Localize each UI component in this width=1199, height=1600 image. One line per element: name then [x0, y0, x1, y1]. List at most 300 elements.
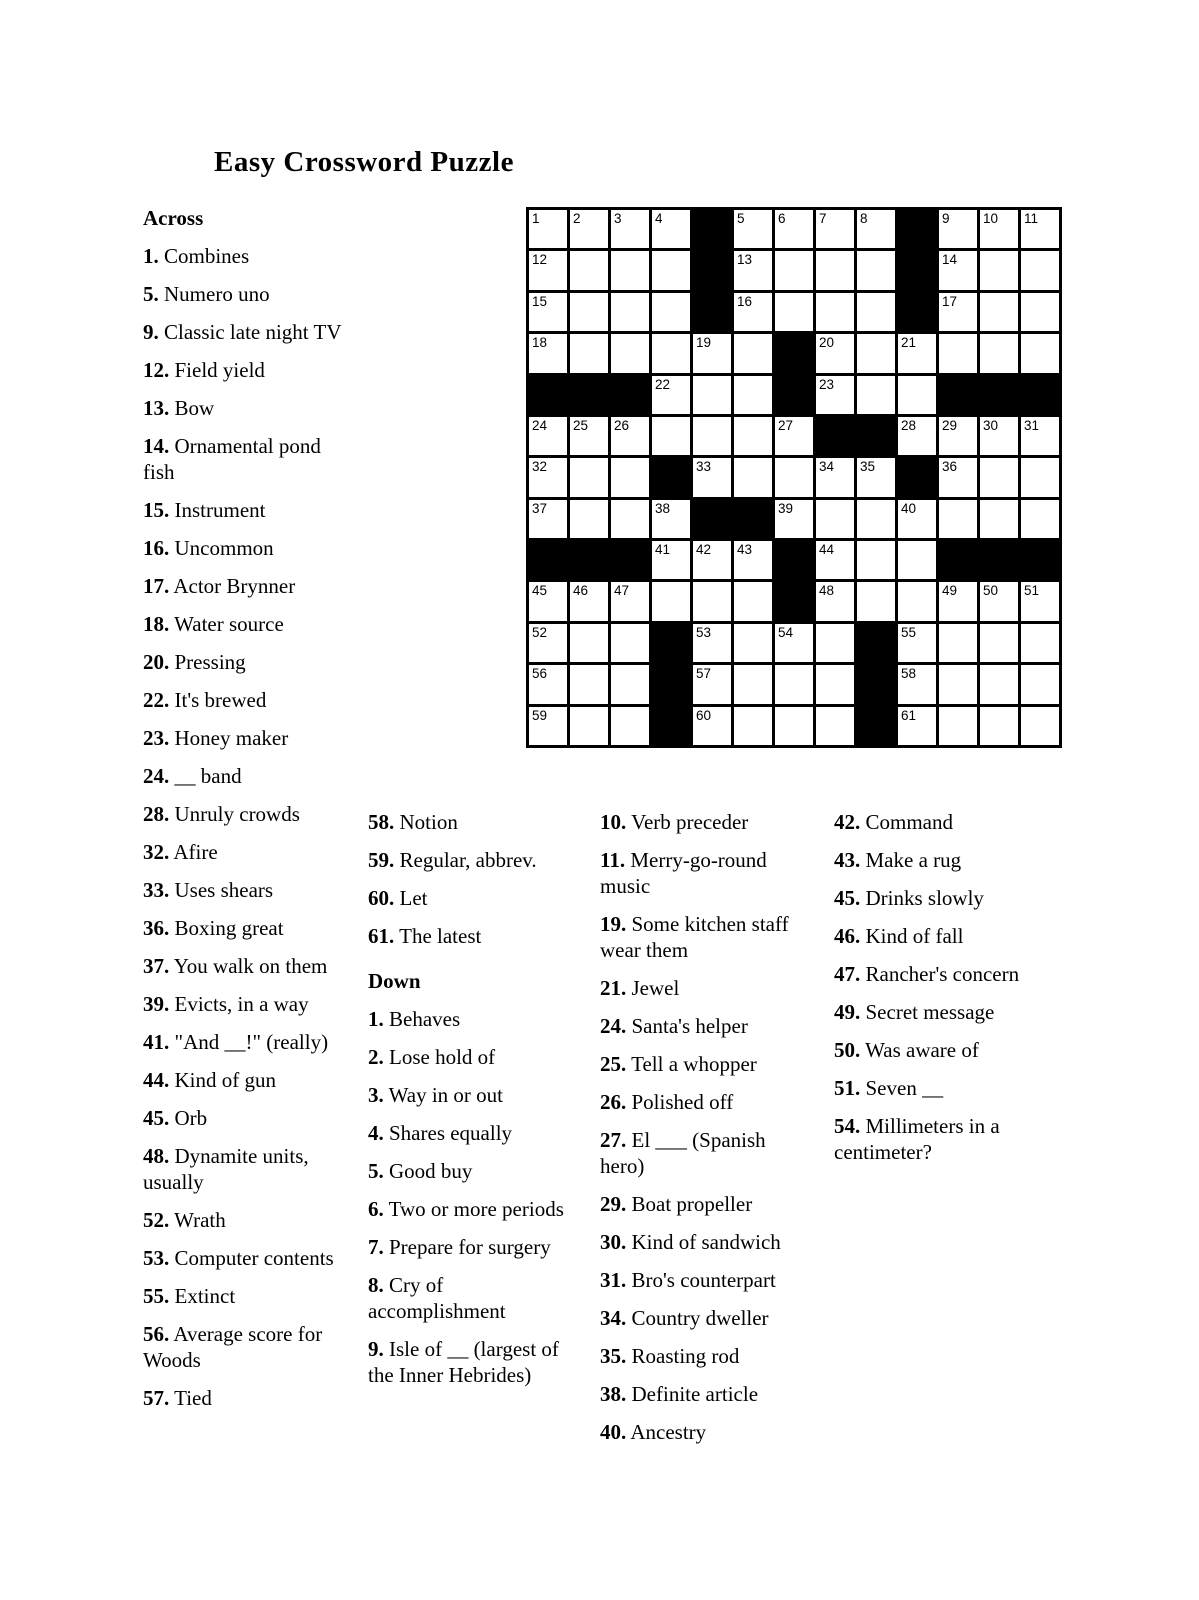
grid-cell[interactable]: [1021, 665, 1059, 703]
cell-number: 51: [1024, 583, 1040, 599]
grid-cell-black: [898, 251, 936, 289]
grid-cell[interactable]: [816, 334, 854, 372]
clue-text: Uncommon: [169, 536, 274, 560]
grid-cell[interactable]: [775, 293, 813, 331]
cell-number: 42: [696, 542, 712, 558]
clue-number: 43.: [834, 848, 861, 872]
grid-cell[interactable]: [816, 210, 854, 248]
clue-number: 1.: [143, 244, 159, 268]
clue-item: [143, 953, 349, 979]
clue-item: [143, 1207, 349, 1233]
cell-number: 28: [901, 417, 917, 433]
clue-item: [834, 885, 1044, 911]
grid-cell[interactable]: [693, 665, 731, 703]
clue-number: 47.: [834, 962, 861, 986]
grid-cell[interactable]: [816, 707, 854, 745]
grid-cell[interactable]: [775, 707, 813, 745]
grid-cell[interactable]: [529, 624, 567, 662]
clue-number: 57.: [143, 1386, 170, 1410]
clue-item: [834, 1113, 1044, 1165]
clue-item: [600, 1051, 812, 1077]
grid-cell-black: [939, 376, 977, 414]
grid-cell[interactable]: [652, 251, 690, 289]
grid-cell[interactable]: [611, 500, 649, 538]
clue-number: 22.: [143, 688, 170, 712]
down-clues-continued-list-2: [834, 809, 1044, 1165]
grid-cell[interactable]: [898, 376, 936, 414]
cell-number: 13: [737, 252, 753, 268]
clue-number: 39.: [143, 992, 170, 1016]
clue-number: 26.: [600, 1090, 627, 1114]
grid-cell[interactable]: [898, 582, 936, 620]
cell-number: 59: [532, 707, 548, 723]
cell-number: 31: [1024, 417, 1040, 433]
grid-cell[interactable]: [652, 582, 690, 620]
grid-cell[interactable]: [570, 251, 608, 289]
grid-cell[interactable]: [611, 251, 649, 289]
clue-number: 17.: [143, 574, 170, 598]
cell-number: 54: [778, 624, 794, 640]
grid-cell[interactable]: [529, 582, 567, 620]
cell-number: 55: [901, 624, 917, 640]
grid-cell[interactable]: [1021, 334, 1059, 372]
clue-number: 60.: [368, 886, 395, 910]
clue-text: Extinct: [169, 1284, 236, 1308]
clue-text: Country dweller: [626, 1306, 769, 1330]
cell-number: 9: [942, 211, 950, 226]
clue-number: 55.: [143, 1284, 170, 1308]
cell-number: 53: [696, 624, 712, 640]
grid-cell-black: [1021, 376, 1059, 414]
grid-cell[interactable]: [980, 417, 1018, 455]
cell-number: 21: [901, 335, 917, 351]
grid-cell[interactable]: [1021, 417, 1059, 455]
cell-number: 50: [983, 583, 999, 599]
clue-item: [600, 1013, 812, 1039]
grid-cell[interactable]: [734, 624, 772, 662]
grid-cell[interactable]: [939, 251, 977, 289]
cell-number: 12: [532, 252, 548, 268]
clue-item: [368, 809, 574, 835]
grid-cell[interactable]: [611, 293, 649, 331]
grid-cell[interactable]: [570, 500, 608, 538]
grid-cell[interactable]: [693, 458, 731, 496]
grid-cell[interactable]: [775, 665, 813, 703]
grid-cell[interactable]: [775, 417, 813, 455]
grid-cell[interactable]: [775, 251, 813, 289]
across-clues-list: [143, 243, 349, 1411]
clue-item: [143, 1385, 349, 1411]
grid-cell[interactable]: [857, 251, 895, 289]
cell-number: 33: [696, 459, 712, 475]
cell-number: 14: [942, 252, 958, 268]
grid-cell[interactable]: [857, 500, 895, 538]
grid-cell[interactable]: [1021, 500, 1059, 538]
grid-cell-black: [693, 293, 731, 331]
clue-text: You walk on them: [169, 954, 328, 978]
clue-text: Regular, abbrev.: [394, 848, 537, 872]
grid-cell[interactable]: [529, 251, 567, 289]
grid-cell[interactable]: [611, 624, 649, 662]
grid-cell[interactable]: [734, 582, 772, 620]
clue-text: __ band: [169, 764, 242, 788]
grid-cell[interactable]: [939, 210, 977, 248]
grid-cell[interactable]: [734, 707, 772, 745]
clue-text: Combines: [158, 244, 250, 268]
grid-cell-black: [857, 665, 895, 703]
grid-cell[interactable]: [529, 458, 567, 496]
grid-cell[interactable]: [611, 665, 649, 703]
clue-text: Two or more periods: [383, 1197, 564, 1221]
clue-number: 44.: [143, 1068, 170, 1092]
cell-number: 49: [942, 583, 958, 599]
cell-number: 26: [614, 417, 630, 433]
grid-cell[interactable]: [775, 624, 813, 662]
clue-text: Tell a whopper: [626, 1052, 757, 1076]
grid-cell[interactable]: [980, 458, 1018, 496]
grid-cell[interactable]: [652, 334, 690, 372]
grid-cell[interactable]: [734, 210, 772, 248]
grid-cell[interactable]: [898, 500, 936, 538]
cell-number: 20: [819, 335, 835, 351]
grid-cell[interactable]: [816, 624, 854, 662]
grid-cell-black: [775, 582, 813, 620]
page-title: Easy Crossword Puzzle: [214, 146, 514, 178]
grid-cell[interactable]: [734, 417, 772, 455]
grid-cell[interactable]: [1021, 707, 1059, 745]
clue-column-4: [834, 809, 1044, 1177]
grid-cell[interactable]: [652, 376, 690, 414]
cell-number: 2: [573, 211, 581, 226]
grid-cell[interactable]: [693, 376, 731, 414]
grid-cell[interactable]: [898, 334, 936, 372]
grid-cell[interactable]: [857, 458, 895, 496]
cell-number: 22: [655, 376, 671, 392]
clue-item: [143, 839, 349, 865]
clue-number: 25.: [600, 1052, 627, 1076]
grid-cell[interactable]: [939, 582, 977, 620]
clue-item: [834, 923, 1044, 949]
grid-cell[interactable]: [652, 210, 690, 248]
grid-cell[interactable]: [980, 582, 1018, 620]
grid-cell[interactable]: [816, 500, 854, 538]
clue-text: Kind of fall: [860, 924, 964, 948]
grid-cell[interactable]: [611, 707, 649, 745]
grid-cell[interactable]: [857, 582, 895, 620]
grid-cell[interactable]: [939, 624, 977, 662]
grid-cell[interactable]: [529, 707, 567, 745]
clue-item: [600, 1343, 812, 1369]
clue-text: Dynamite units, usually: [143, 1144, 309, 1194]
clue-item: [143, 687, 349, 713]
clue-item: [600, 809, 812, 835]
clue-text: Rancher's concern: [860, 962, 1020, 986]
grid-cell[interactable]: [1021, 210, 1059, 248]
clue-text: Actor Brynner: [169, 574, 296, 598]
clue-item: [834, 1037, 1044, 1063]
grid-cell-black: [734, 500, 772, 538]
grid-cell[interactable]: [529, 334, 567, 372]
clue-item: [368, 1196, 574, 1222]
clue-item: [143, 725, 349, 751]
cell-number: 57: [696, 666, 712, 682]
grid-cell[interactable]: [980, 707, 1018, 745]
clue-item: [143, 319, 349, 345]
grid-cell-black: [529, 541, 567, 579]
clue-text: Tied: [169, 1386, 212, 1410]
clue-text: Seven __: [860, 1076, 944, 1100]
cell-number: 27: [778, 417, 794, 433]
cell-number: 34: [819, 459, 835, 475]
clue-number: 33.: [143, 878, 170, 902]
grid-cell-black: [775, 334, 813, 372]
clue-number: 21.: [600, 976, 627, 1000]
clue-item: [600, 1381, 812, 1407]
clue-number: 4.: [368, 1121, 384, 1145]
cell-number: 38: [655, 500, 671, 516]
clue-text: Kind of gun: [169, 1068, 276, 1092]
grid-cell[interactable]: [734, 293, 772, 331]
clue-text: Roasting rod: [626, 1344, 740, 1368]
clue-number: 61.: [368, 924, 395, 948]
grid-cell[interactable]: [693, 541, 731, 579]
clue-number: 1.: [368, 1007, 384, 1031]
clue-text: Drinks slowly: [860, 886, 984, 910]
grid-cell-black: [570, 541, 608, 579]
grid-cell[interactable]: [857, 376, 895, 414]
grid-cell-black: [652, 458, 690, 496]
clue-item: [143, 1245, 349, 1271]
across-heading: Across: [143, 206, 204, 230]
grid-cell[interactable]: [693, 334, 731, 372]
grid-cell[interactable]: [939, 458, 977, 496]
clue-item: [834, 847, 1044, 873]
grid-cell[interactable]: [898, 541, 936, 579]
grid-cell[interactable]: [775, 500, 813, 538]
clue-number: 45.: [834, 886, 861, 910]
clue-text: Classic late night TV: [158, 320, 342, 344]
grid-cell[interactable]: [939, 500, 977, 538]
grid-cell[interactable]: [857, 334, 895, 372]
clue-number: 9.: [368, 1337, 384, 1361]
clue-text: Make a rug: [860, 848, 962, 872]
clue-number: 7.: [368, 1235, 384, 1259]
clue-text: Shares equally: [383, 1121, 513, 1145]
grid-cell[interactable]: [857, 293, 895, 331]
grid-cell[interactable]: [570, 624, 608, 662]
cell-number: 52: [532, 624, 548, 640]
grid-cell-black: [816, 417, 854, 455]
clue-text: Numero uno: [158, 282, 270, 306]
cell-number: 56: [532, 666, 548, 682]
cell-number: 10: [983, 211, 999, 226]
grid-cell-black: [652, 707, 690, 745]
grid-cell-black: [570, 376, 608, 414]
clue-text: Unruly crowds: [169, 802, 300, 826]
grid-cell[interactable]: [529, 417, 567, 455]
clue-text: Field yield: [169, 358, 265, 382]
grid-cell[interactable]: [1021, 624, 1059, 662]
clue-text: Bro's counterpart: [626, 1268, 776, 1292]
cell-number: 45: [532, 583, 548, 599]
grid-cell-black: [980, 541, 1018, 579]
grid-cell[interactable]: [1021, 251, 1059, 289]
grid-cell-black: [693, 251, 731, 289]
clue-number: 32.: [143, 840, 170, 864]
cell-number: 47: [614, 583, 630, 599]
grid-cell[interactable]: [816, 582, 854, 620]
grid-cell[interactable]: [570, 334, 608, 372]
grid-cell[interactable]: [816, 251, 854, 289]
grid-cell[interactable]: [570, 293, 608, 331]
clue-number: 9.: [143, 320, 159, 344]
grid-cell-black: [898, 458, 936, 496]
clue-number: 53.: [143, 1246, 170, 1270]
grid-cell[interactable]: [816, 376, 854, 414]
grid-cell[interactable]: [980, 500, 1018, 538]
clue-text: Honey maker: [169, 726, 289, 750]
grid-cell[interactable]: [898, 665, 936, 703]
clue-item: [143, 915, 349, 941]
clue-column-2: [368, 809, 574, 1400]
cell-number: 46: [573, 583, 589, 599]
grid-cell[interactable]: [570, 582, 608, 620]
clue-item: [600, 1305, 812, 1331]
cell-number: 43: [737, 542, 753, 558]
grid-cell[interactable]: [734, 541, 772, 579]
grid-cell[interactable]: [693, 624, 731, 662]
cell-number: 7: [819, 211, 827, 226]
grid-cell[interactable]: [816, 541, 854, 579]
clue-number: 41.: [143, 1030, 170, 1054]
grid-cell[interactable]: [734, 458, 772, 496]
grid-cell[interactable]: [980, 665, 1018, 703]
clue-item: [600, 1127, 812, 1179]
clue-item: [143, 281, 349, 307]
cell-number: 37: [532, 500, 548, 516]
clue-text: Behaves: [383, 1007, 461, 1031]
grid-cell[interactable]: [980, 334, 1018, 372]
cell-number: 40: [901, 500, 917, 516]
clue-number: 12.: [143, 358, 170, 382]
clue-text: Orb: [169, 1106, 208, 1130]
clue-item: [368, 1234, 574, 1260]
grid-cell[interactable]: [529, 210, 567, 248]
grid-cell[interactable]: [734, 334, 772, 372]
grid-cell[interactable]: [570, 665, 608, 703]
cell-number: 15: [532, 293, 548, 309]
grid-cell[interactable]: [652, 417, 690, 455]
clue-number: 2.: [368, 1045, 384, 1069]
grid-cell[interactable]: [570, 417, 608, 455]
cell-number: 58: [901, 666, 917, 682]
grid-cell-black: [652, 665, 690, 703]
grid-cell[interactable]: [980, 251, 1018, 289]
grid-cell[interactable]: [611, 210, 649, 248]
grid-cell[interactable]: [1021, 458, 1059, 496]
clue-number: 24.: [143, 764, 170, 788]
grid-cell[interactable]: [611, 582, 649, 620]
grid-cell[interactable]: [775, 458, 813, 496]
grid-cell[interactable]: [611, 458, 649, 496]
grid-cell[interactable]: [652, 293, 690, 331]
clue-number: 8.: [368, 1273, 384, 1297]
grid-cell[interactable]: [652, 500, 690, 538]
grid-cell[interactable]: [1021, 582, 1059, 620]
grid-cell[interactable]: [734, 251, 772, 289]
clue-number: 56.: [143, 1322, 170, 1346]
cell-number: 29: [942, 417, 958, 433]
grid-cell[interactable]: [611, 417, 649, 455]
grid-cell[interactable]: [734, 665, 772, 703]
grid-cell[interactable]: [857, 210, 895, 248]
grid-cell[interactable]: [693, 707, 731, 745]
grid-cell[interactable]: [898, 624, 936, 662]
cell-number: 3: [614, 211, 622, 226]
clue-item: [143, 1283, 349, 1309]
clue-number: 38.: [600, 1382, 627, 1406]
grid-cell[interactable]: [898, 707, 936, 745]
clue-number: 58.: [368, 810, 395, 834]
grid-cell[interactable]: [939, 417, 977, 455]
clue-number: 59.: [368, 848, 395, 872]
clue-item: [834, 999, 1044, 1025]
clue-text: Average score for Woods: [143, 1322, 323, 1372]
grid-cell[interactable]: [775, 210, 813, 248]
grid-cell[interactable]: [939, 707, 977, 745]
grid-cell[interactable]: [980, 293, 1018, 331]
grid-cell[interactable]: [693, 582, 731, 620]
grid-cell[interactable]: [816, 293, 854, 331]
grid-cell[interactable]: [1021, 293, 1059, 331]
clue-item: [368, 1082, 574, 1108]
clue-column-1: [143, 205, 349, 1423]
grid-cell-black: [775, 541, 813, 579]
clue-text: Computer contents: [169, 1246, 334, 1270]
grid-cell[interactable]: [570, 210, 608, 248]
clue-item: [368, 923, 574, 949]
grid-cell[interactable]: [980, 210, 1018, 248]
grid-cell[interactable]: [939, 293, 977, 331]
grid-cell[interactable]: [816, 458, 854, 496]
grid-cell[interactable]: [939, 665, 977, 703]
grid-cell[interactable]: [652, 541, 690, 579]
grid-cell-black: [980, 376, 1018, 414]
grid-cell[interactable]: [980, 624, 1018, 662]
grid-cell[interactable]: [570, 458, 608, 496]
clue-number: 6.: [368, 1197, 384, 1221]
grid-cell-black: [652, 624, 690, 662]
grid-cell[interactable]: [529, 665, 567, 703]
clue-number: 51.: [834, 1076, 861, 1100]
grid-cell[interactable]: [816, 665, 854, 703]
clue-text: Ornamental pond fish: [143, 434, 321, 484]
grid-cell[interactable]: [693, 417, 731, 455]
cell-number: 16: [737, 293, 753, 309]
grid-cell[interactable]: [939, 334, 977, 372]
grid-cell[interactable]: [857, 541, 895, 579]
grid-cell[interactable]: [570, 707, 608, 745]
clue-number: 5.: [143, 282, 159, 306]
cell-number: 39: [778, 500, 794, 516]
grid-cell[interactable]: [529, 293, 567, 331]
clue-item: [143, 1143, 349, 1195]
grid-cell[interactable]: [611, 334, 649, 372]
grid-cell[interactable]: [734, 376, 772, 414]
grid-cell[interactable]: [898, 417, 936, 455]
grid-cell[interactable]: [529, 500, 567, 538]
clue-number: 11.: [600, 848, 626, 872]
